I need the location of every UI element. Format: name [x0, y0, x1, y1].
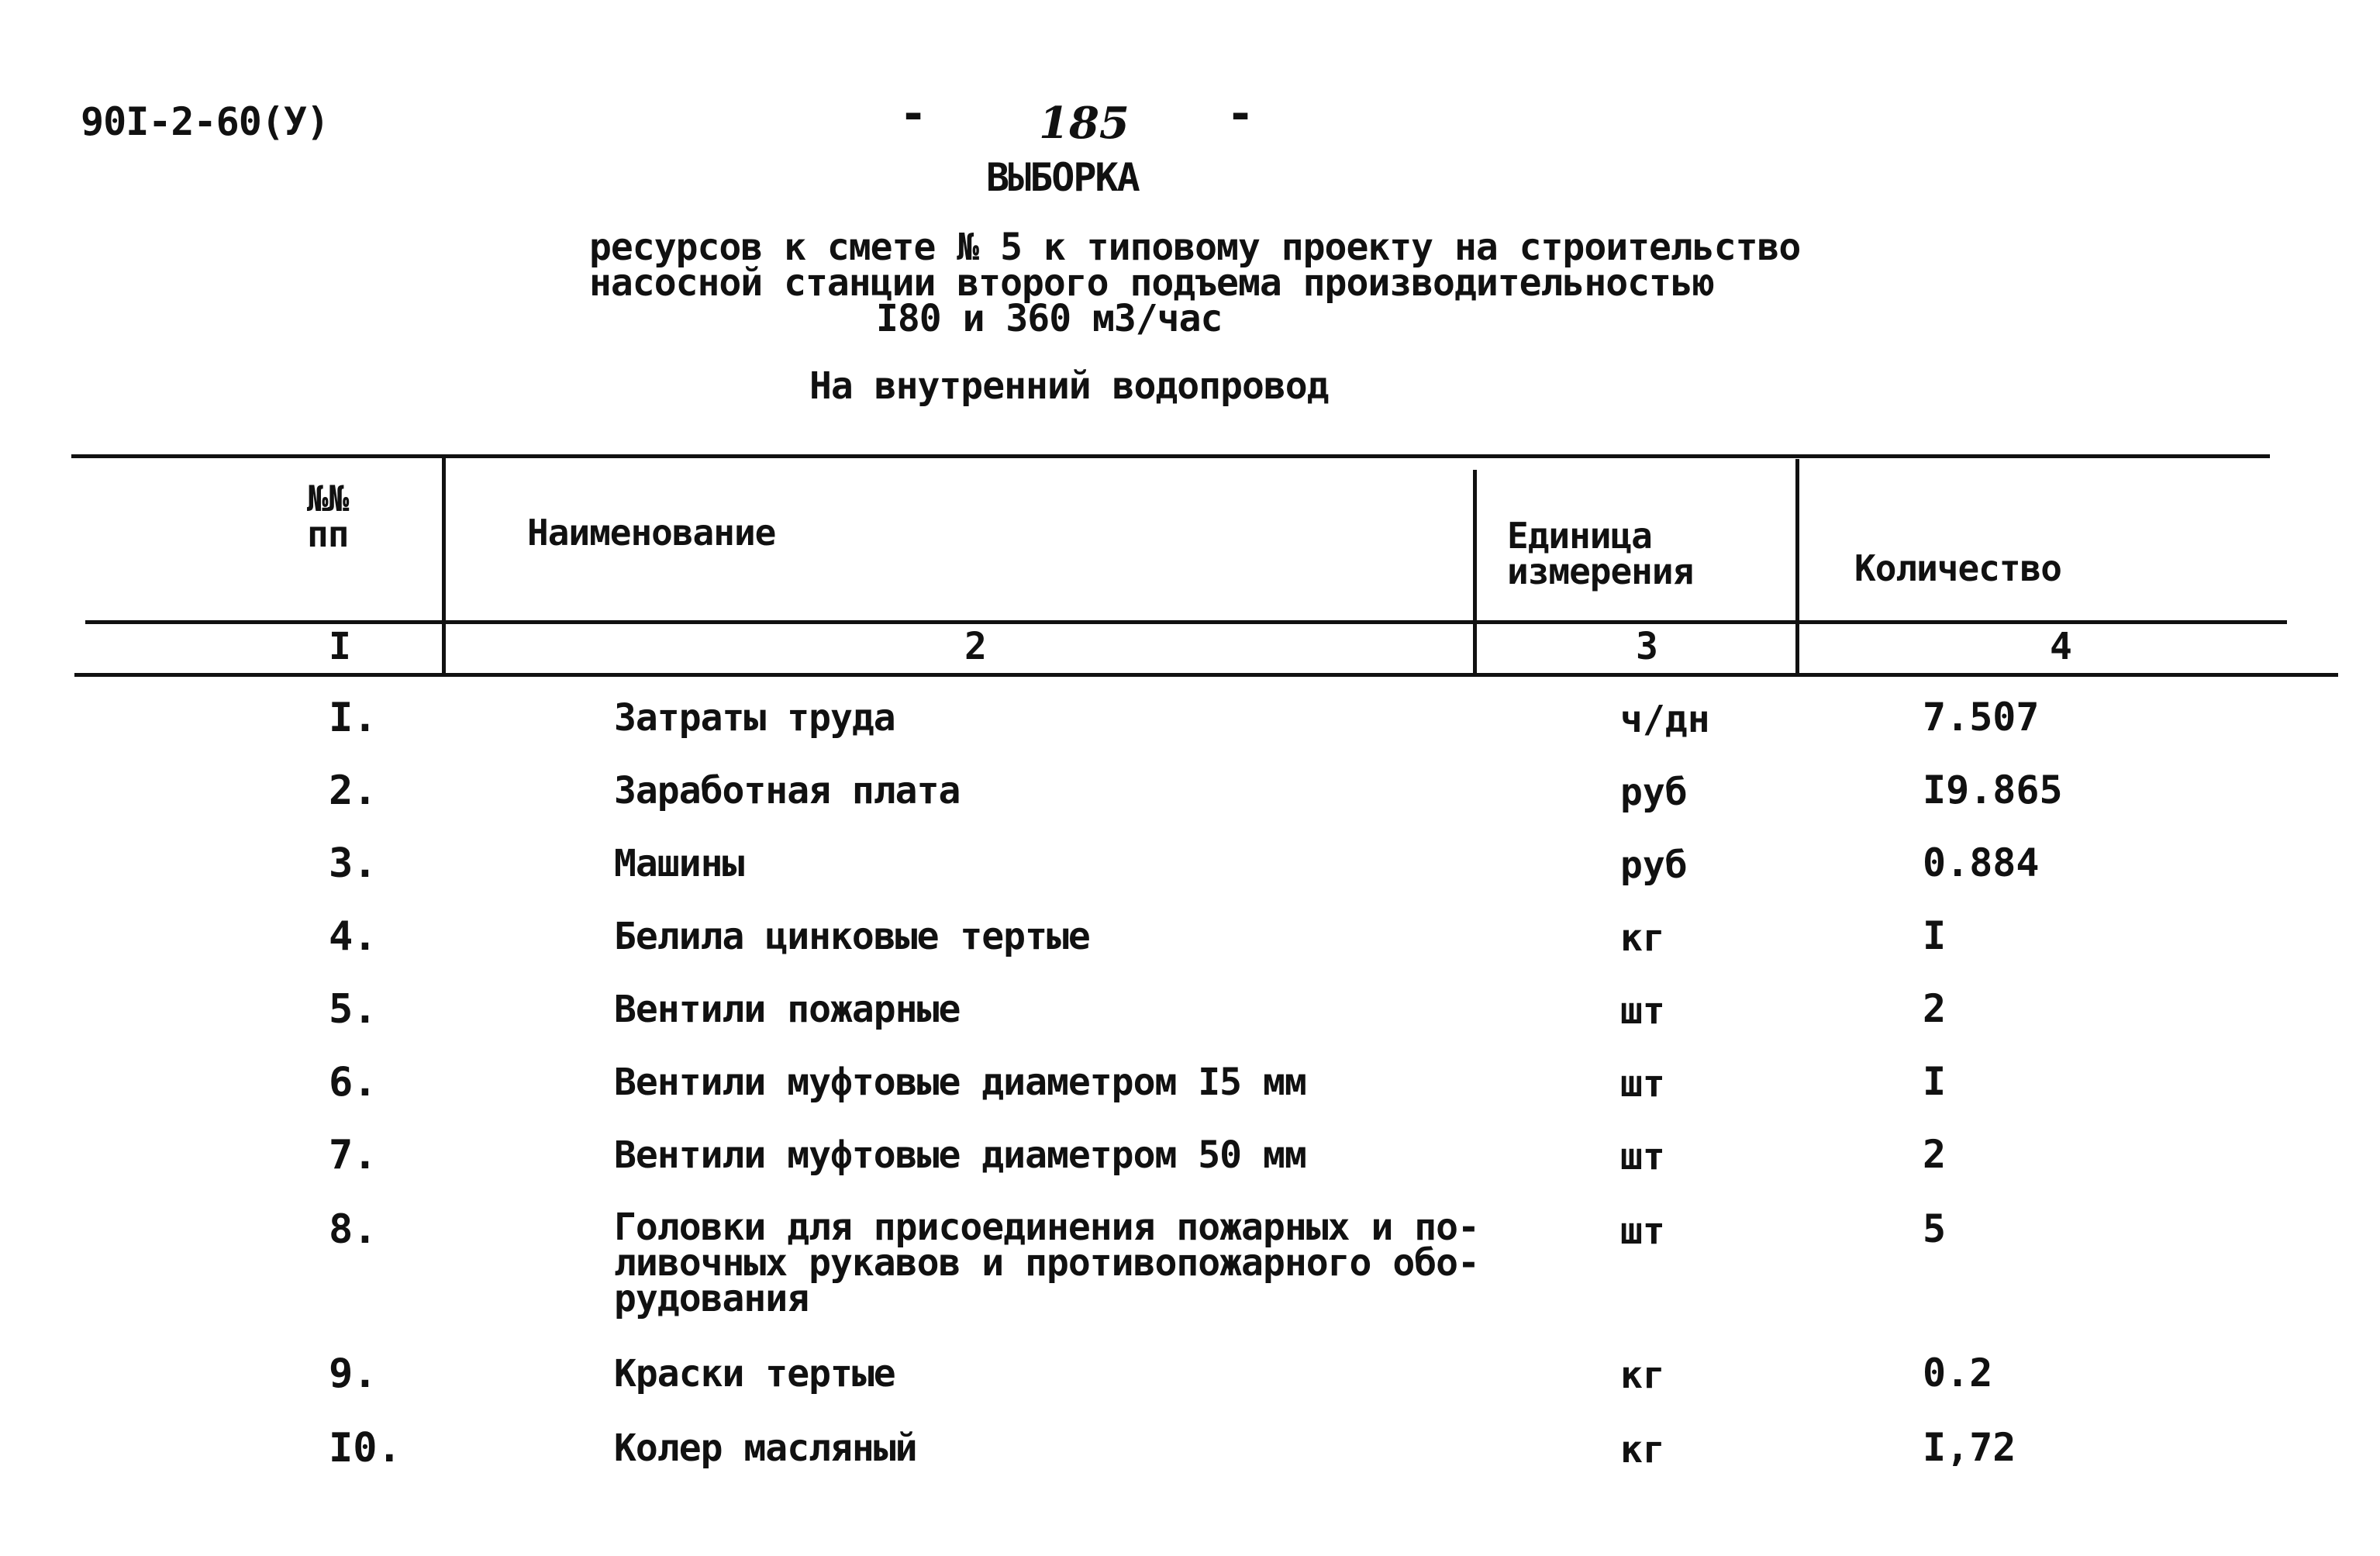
subtitle-line-1: ресурсов к смете № 5 к типовому проекту на строительство	[589, 226, 1801, 269]
row-name: Краски тертые	[614, 1352, 895, 1396]
row-quantity: 2	[1923, 986, 1947, 1031]
row-name: Головки для присоединения пожарных и по- ливочных рукавов и противопожарного обо- рудования	[614, 1206, 1479, 1320]
row-quantity: I	[1923, 913, 1947, 958]
section-heading: На внутренний водопровод	[809, 364, 1329, 408]
row-unit: шт	[1620, 989, 1665, 1033]
page-number-dash-right: -	[1226, 87, 1255, 141]
row-unit: кг	[1620, 916, 1665, 960]
table-divider-2	[1473, 470, 1477, 676]
subtitle-line-2: насосной станции второго подъема производительностью	[589, 261, 1714, 305]
row-name: Вентили муфтовые диаметром 50 мм	[614, 1133, 1306, 1177]
row-number: 4.	[329, 913, 378, 960]
column-header-unit: Единица измерения	[1507, 515, 1694, 592]
column-header-qty: Количество	[1854, 547, 2061, 589]
row-unit: шт	[1620, 1135, 1665, 1178]
row-unit: руб	[1620, 771, 1688, 814]
row-number: 5.	[329, 986, 378, 1033]
row-quantity: I	[1923, 1059, 1947, 1104]
row-quantity: 0.884	[1923, 840, 2040, 885]
page-number: 185	[1039, 98, 1130, 149]
row-number: I0.	[329, 1425, 402, 1471]
row-quantity: 7.507	[1923, 695, 2040, 740]
table-header-rule	[85, 620, 2287, 624]
document-subtitle	[589, 226, 1801, 340]
row-number: 8.	[329, 1206, 378, 1253]
row-unit: кг	[1620, 1428, 1665, 1471]
column-number-4: 4	[2050, 625, 2072, 668]
column-header-name: Наименование	[527, 512, 776, 554]
row-number: 2.	[329, 768, 378, 814]
row-unit: шт	[1620, 1062, 1665, 1106]
row-name: Машины	[614, 842, 744, 885]
column-header-num: №№ пп	[307, 478, 349, 555]
row-quantity: 2	[1923, 1132, 1947, 1177]
document-code: 90I-2-60(У)	[81, 99, 329, 144]
table-divider-1	[442, 457, 446, 676]
column-number-3: 3	[1636, 625, 1658, 668]
column-number-2: 2	[964, 625, 987, 668]
row-name: Затраты труда	[614, 696, 895, 740]
column-number-1: I	[329, 625, 351, 668]
row-unit: ч/дн	[1620, 698, 1710, 741]
table-divider-3	[1795, 459, 1799, 676]
row-name: Белила цинковые тертые	[614, 915, 1090, 958]
row-name: Вентили муфтовые диаметром I5 мм	[614, 1061, 1306, 1104]
row-unit: шт	[1620, 1209, 1665, 1253]
row-unit: руб	[1620, 844, 1688, 887]
row-number: I.	[329, 695, 378, 741]
row-quantity: 0.2	[1923, 1351, 1993, 1396]
row-number: 9.	[329, 1351, 378, 1397]
page-number-dash-left: -	[899, 87, 928, 141]
row-number: 7.	[329, 1132, 378, 1178]
row-name: Колер масляный	[614, 1427, 917, 1470]
row-number: 6.	[329, 1059, 378, 1106]
table-column-numbers-rule	[74, 673, 2338, 677]
row-name: Вентили пожарные	[614, 988, 961, 1031]
document-title: ВЫБОРКА	[986, 155, 1139, 200]
subtitle-line-3: I80 и 360 м3/час	[876, 297, 1223, 340]
row-number: 3.	[329, 840, 378, 887]
row-quantity: I9.865	[1923, 768, 2063, 813]
row-quantity: 5	[1923, 1206, 1947, 1251]
table-top-rule	[71, 454, 2270, 458]
row-unit: кг	[1620, 1354, 1665, 1397]
row-name: Заработная плата	[614, 769, 961, 813]
row-quantity: I,72	[1923, 1425, 2016, 1470]
